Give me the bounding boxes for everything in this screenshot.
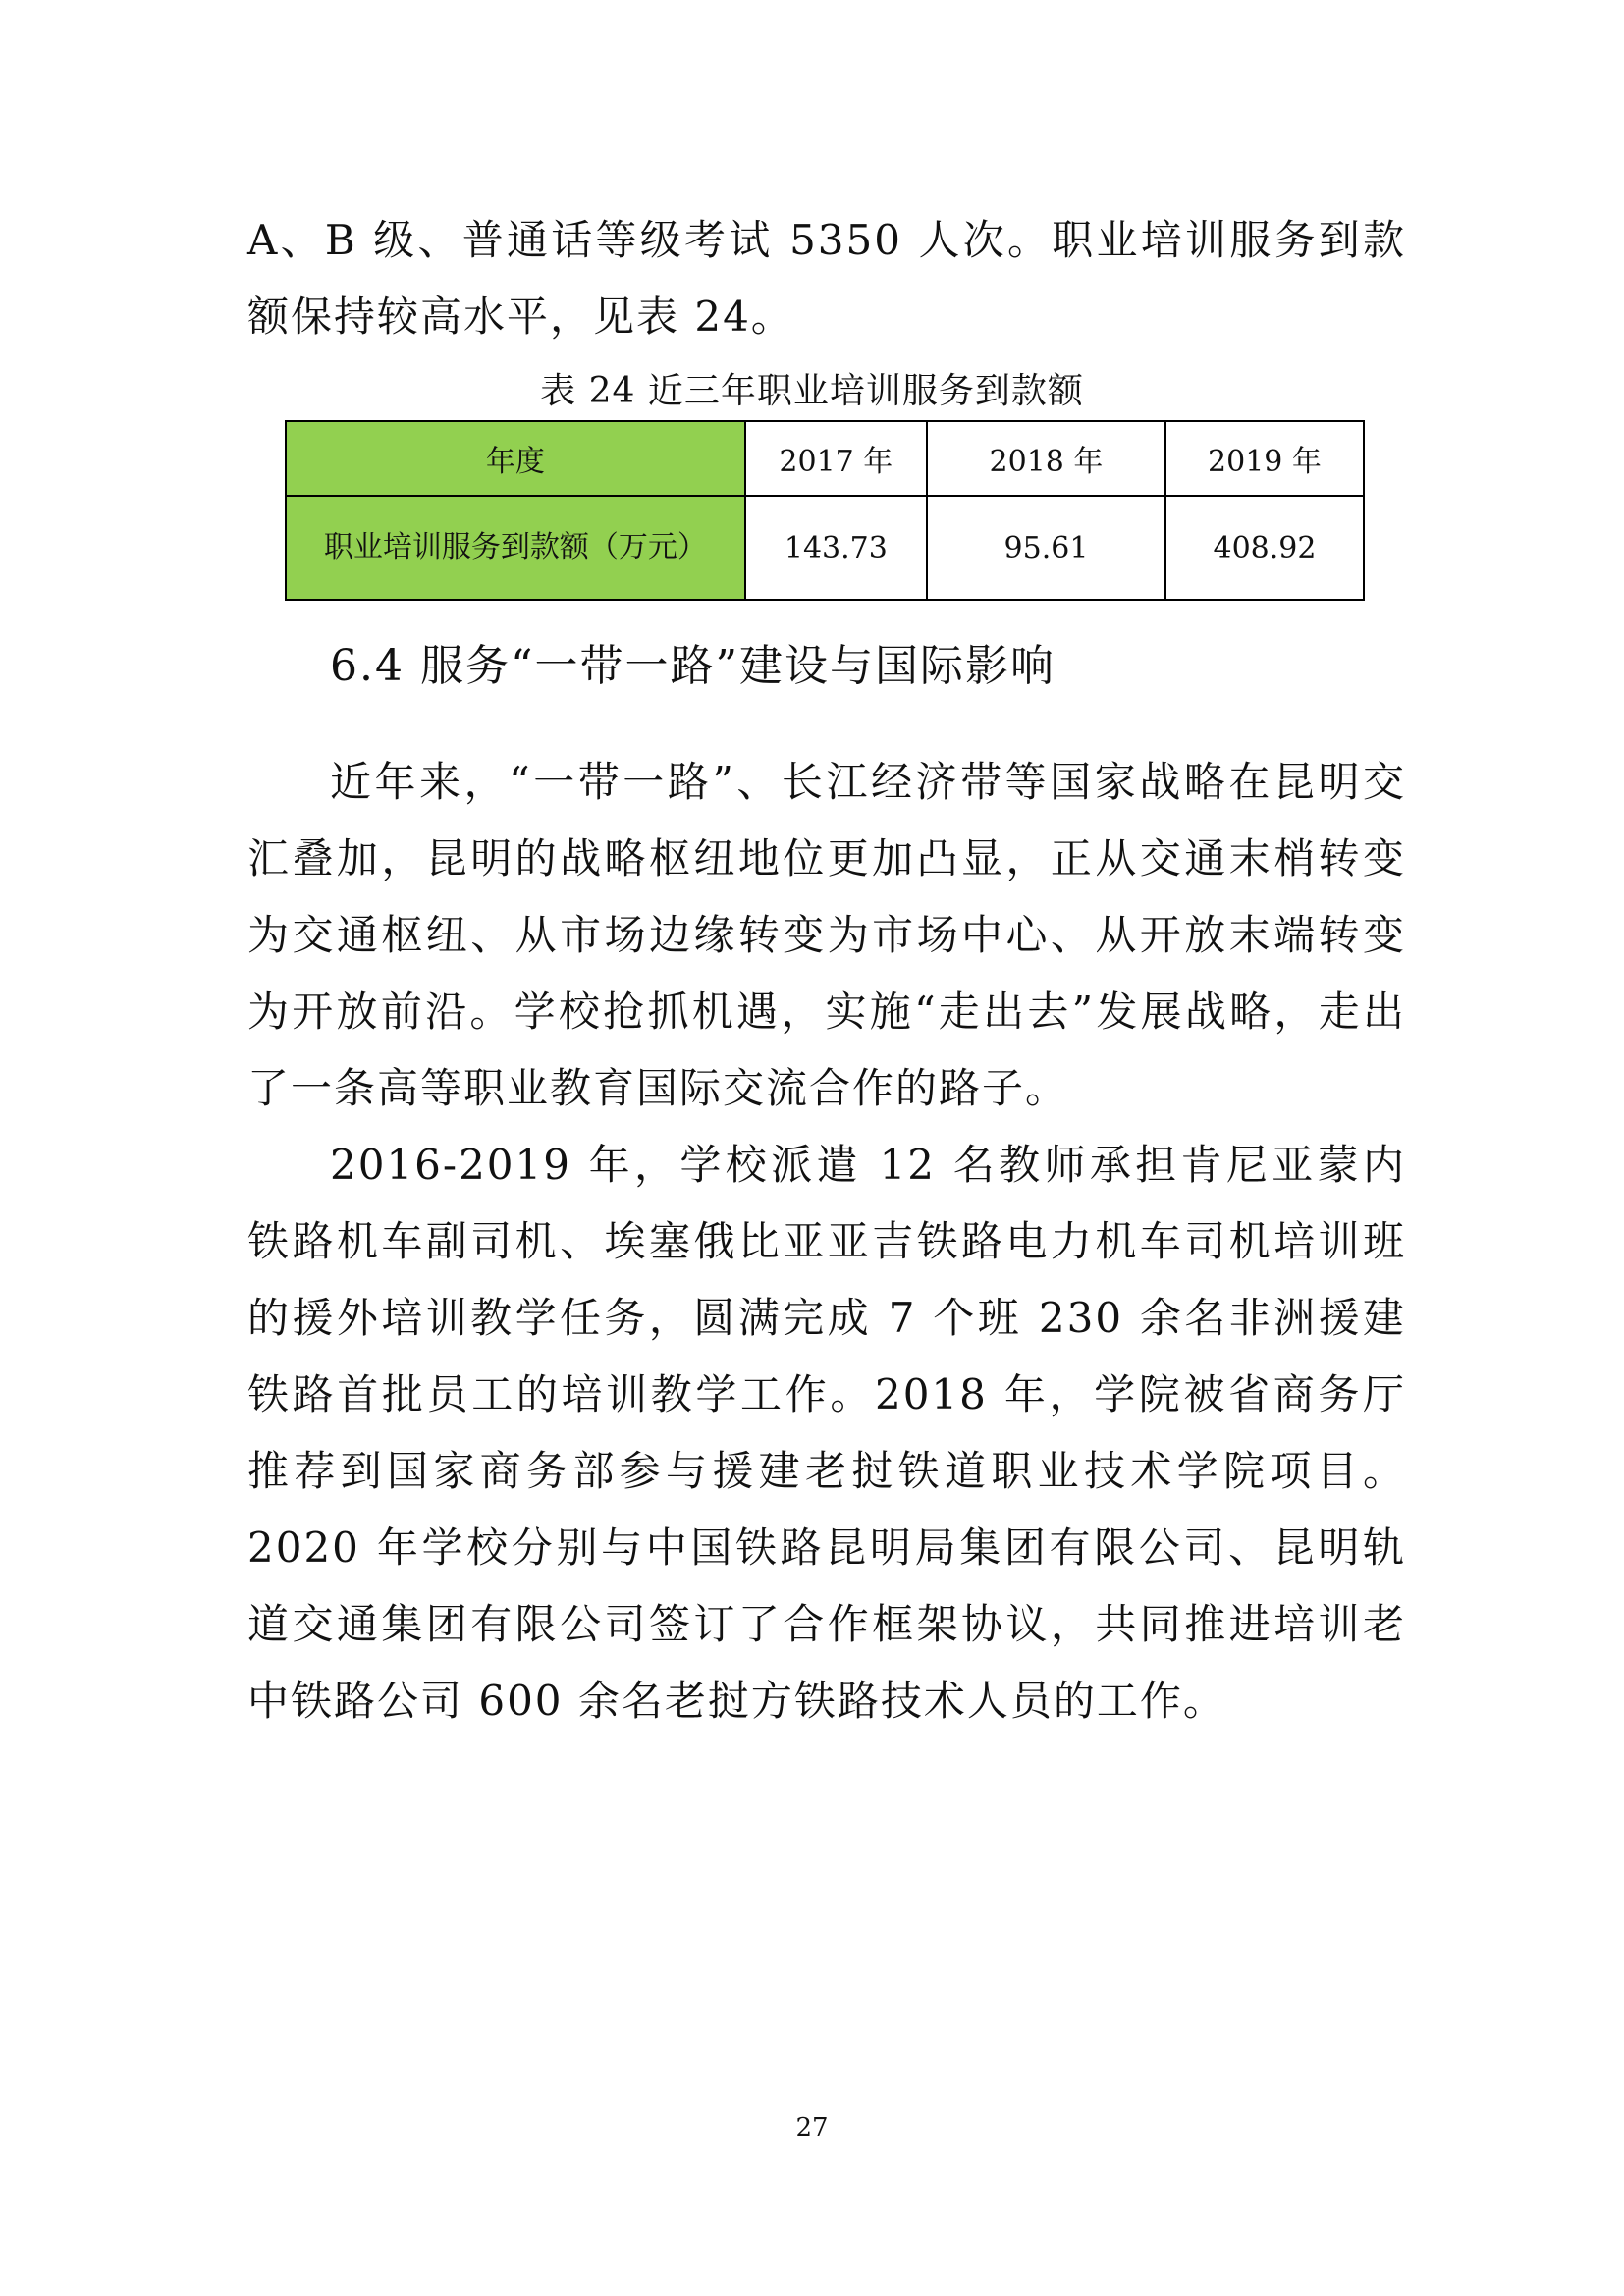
value-cell-2017: 143.73 — [745, 496, 927, 600]
header-cell-2019: 2019 年 — [1165, 421, 1364, 496]
training-revenue-table — [285, 420, 1365, 601]
section-heading: 6.4 服务“一带一路”建设与国际影响 — [330, 641, 1056, 691]
intro-paragraph: A、B 级、普通话等级考试 5350 人次。职业培训服务到款额保持较高水平，见表 24。 — [247, 216, 1406, 341]
row-label: 职业培训服务到款额（万元） — [323, 530, 707, 564]
row-label-cell — [286, 496, 745, 600]
body-paragraph-1: 近年来，“一带一路”、长江经济带等国家战略在昆明交汇叠加，昆明的战略枢纽地位更加凸显，正从交通末梢转变为交通枢纽、从市场边缘转变为市场中心、从开放末端转变为开放前沿。学校抢抓机遇，实施“走出去”发展战略，走出了一条高等职业教育国际交流合作的路子。 — [247, 758, 1406, 1112]
table-caption: 表 24 近三年职业培训服务到款额 — [540, 371, 1084, 411]
header-cell-2017: 2017 年 — [745, 421, 927, 496]
value-cell-2018: 95.61 — [927, 496, 1165, 600]
header-cell-year: 年度 — [286, 421, 745, 496]
value-cell-2019: 408.92 — [1165, 496, 1364, 600]
page-number: 27 — [795, 2113, 829, 2143]
table-row — [286, 496, 1364, 600]
header-cell-2018: 2018 年 — [927, 421, 1165, 496]
body-paragraph-2: 2016-2019 年，学校派遣 12 名教师承担肯尼亚蒙内铁路机车副司机、埃塞俄比亚亚吉铁路电力机车司机培训班的援外培训教学任务，圆满完成 7 个班 230 余名非洲援建铁路首批员工的培训教学工作。2018 年，学院被省商务厅推荐到国家商务部参与援建老挝铁道职业技术学院项目。2020 年学校分别与中国铁路昆明局集团有限公司、昆明轨道交通集团有限公司签订了合作框架协议，共同推进培训老中铁路公司 600 余名老挝方铁路技术人员的工作。 — [247, 1141, 1406, 1725]
table-header-row — [286, 421, 1364, 496]
